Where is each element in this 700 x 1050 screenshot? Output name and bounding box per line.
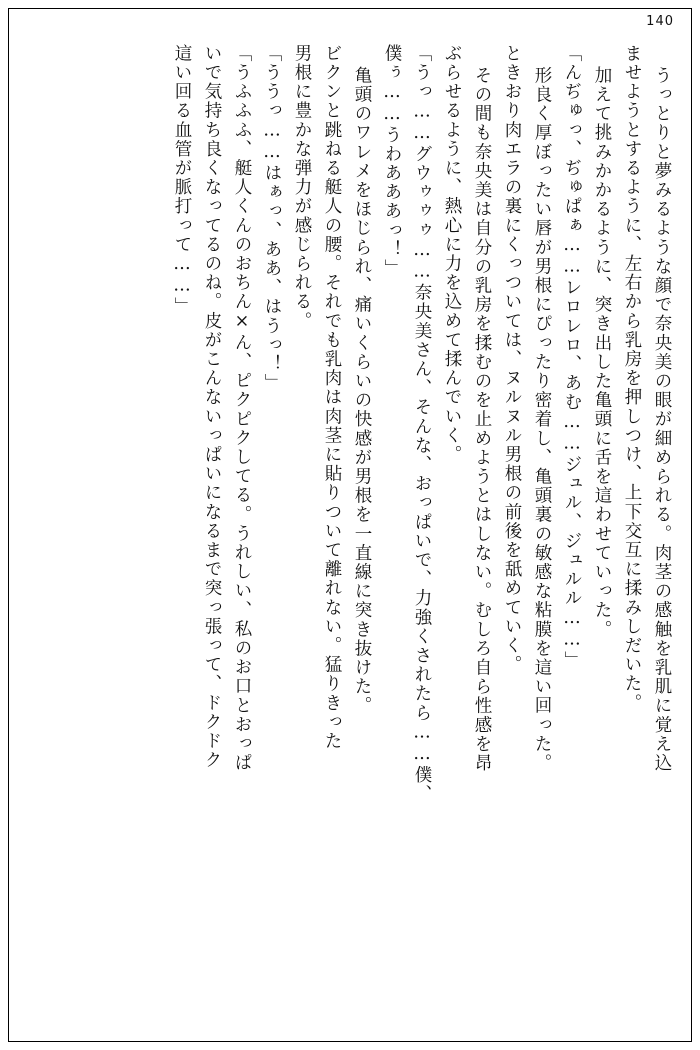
vertical-text-body	[30, 44, 670, 1004]
text-line: うっとりと夢みるような顔で奈央美の眼が細められる。肉茎の感触を乳肌に覚え込	[652, 66, 672, 773]
page-number: 140	[646, 14, 674, 29]
text-line: ときおり肉エラの裏にくっついては、ヌルヌル男根の前後を舐めていく。	[502, 44, 522, 675]
text-line: 男根に豊かな弾力が感じられる。	[292, 44, 312, 331]
text-line: 「うふふふ、艇人くんのおちん×ん、ピクピクしてる。うれしい、私のお口とおっぱ	[232, 44, 252, 773]
text-line: 加えて挑みかかるように、突き出した亀頭に舌を這わせていった。	[592, 66, 612, 639]
text-line: その間も奈央美は自分の乳房を揉むのを止めようとはしない。むしろ自ら性感を昂	[472, 66, 492, 773]
text-line: 「んぢゅっ、ぢゅぱぁ……レロレロ、あむ……ジュル、ジュルル……」	[562, 44, 582, 671]
text-line: 亀頭のワレメをほじられ、痛いくらいの快感が男根を一直線に突き抜けた。	[352, 66, 372, 716]
text-line: いで気持ち良くなってるのね。皮がこんないっぱいになるまで突っ張って、ドクドク	[202, 44, 222, 770]
text-line: 這い回る血管が脈打って……」	[172, 44, 192, 317]
text-line: 「うっ……グウゥゥゥ……奈央美さん、そんな、おっぱいで、力強くされたら……僕、	[412, 44, 432, 804]
text-line: ませようとするように、左右から乳房を押しつけ、上下交互に揉みしだいた。	[622, 44, 642, 713]
text-line: 「ううっ……はぁっ、ああ、はうっ！」	[262, 44, 282, 393]
text-line: ビクンと跳ねる艇人の腰。それでも乳肉は肉茎に貼りついて離れない。猛りきった	[322, 44, 342, 751]
text-line: 僕ぅ……うわあああっ！」	[382, 44, 402, 279]
text-line: 形良く厚ぼったい唇が男根にぴったり密着し、亀頭裏の敏感な粘膜を這い回った。	[532, 66, 552, 773]
text-line: ぶらせるように、熱心に力を込めて揉んでいく。	[442, 44, 462, 465]
